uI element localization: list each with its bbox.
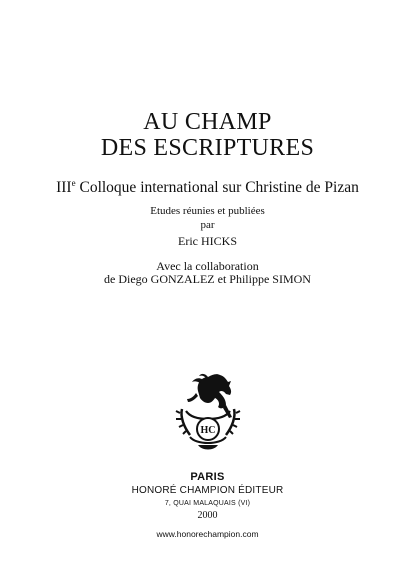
book-title-line-2: DES ESCRIPTURES xyxy=(100,135,315,161)
subtitle xyxy=(0,179,415,196)
subtitle-superscript: e xyxy=(71,178,76,188)
publication-year: 2000 xyxy=(197,510,218,521)
editor-name: Eric HICKS xyxy=(178,234,237,248)
publisher-url: www.honorechampion.com xyxy=(156,529,259,539)
collaborators: de Diego GONZALEZ et Philippe SIMON xyxy=(104,272,311,286)
publisher-address: 7, QUAI MALAQUAIS (VI) xyxy=(164,500,251,507)
publisher-city: PARIS xyxy=(190,471,225,483)
subtitle-roman: III xyxy=(56,179,72,196)
subtitle-text: Colloque international sur Christine de Pizan xyxy=(75,179,359,196)
editors-intro: Etudes réunies et publiées xyxy=(150,205,265,217)
emblem-monogram: HC xyxy=(200,425,216,436)
book-title-line-1: AU CHAMP xyxy=(143,109,272,135)
horse-crest-emblem-icon xyxy=(168,365,248,455)
publisher-name: HONORÉ CHAMPION ÉDITEUR xyxy=(131,485,284,496)
editors-par: par xyxy=(200,219,215,231)
collaboration-intro: Avec la collaboration xyxy=(156,259,259,273)
